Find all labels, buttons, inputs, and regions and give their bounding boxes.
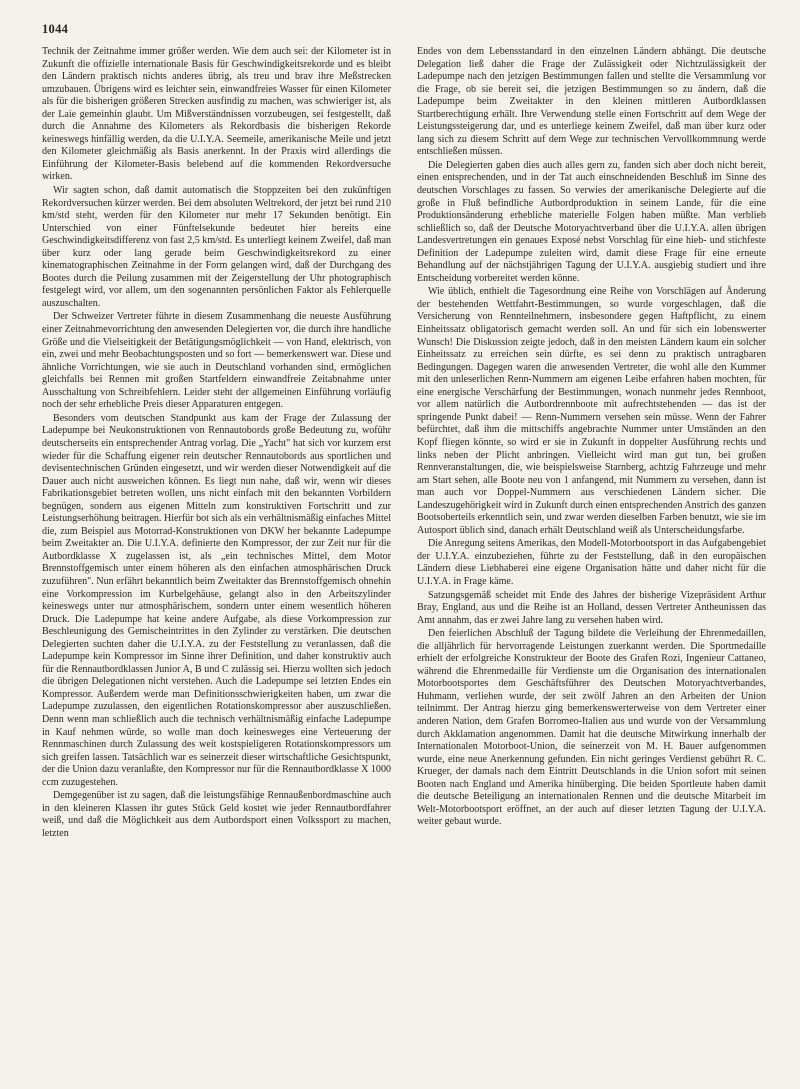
paragraph: Die Anregung seitens Amerikas, den Modell-Motorbootsport in das Aufgabengebiet der U.I.Y.A. einzubeziehen, führte zu der Feststellung, daß in den europäischen Ländern diese Liebhaberei eine eigene Organisation hätte und daher nicht für die U.I.Y.A. in Frage käme. (417, 538, 766, 587)
article-columns (42, 46, 766, 1075)
paragraph: Der Schweizer Vertreter führte in diesem Zusammenhang die neueste Ausführung einer Zeitnahmevorrichtung den anwesenden Delegierten vor, die durch ihre handliche Größe und die Vielseitigkeit der Betätigungsmöglichkeit — von Hand, elektrisch, von ein, zwei und mehr Beobachtungsposten und so fort — bemerkenswert war. Diese und ähnliche Vorrichtungen, wie sie auch in Deutschland vorhanden sind, ermöglichen gleichfalls bei Rennen mit großen Startfeldern einwandfreie Zeitabnahme unter Ausschaltung von Schreibfehlern. Leider steht der allgemeinen Einführung vorläufig noch der sehr erhebliche Preis dieser Apparaturen entgegen. (42, 311, 391, 411)
paragraph: Endes von dem Lebensstandard in den einzelnen Ländern abhängt. Die deutsche Delegation ließ daher die Frage der Zulässigkeit oder Nichtzulässigkeit der Ladepumpe nach den jetzigen Bestimmungen fallen und stellte die Versammlung vor die Frage, ob sie bereit sei, die jetzigen Bestimmungen so zu ändern, daß die Ladepumpe beim Zweitakter in den kleinen mittleren Autbordklassen Startberechtigung erhält. Ihre Verwendung stelle einen Fortschritt auf dem Wege der Leistungssteigerung dar, und es unterliege keinem Zweifel, daß man über kurz oder lang sich zu diesem Schritt auf dem Wege zur technischen Vervollkommnung werde entschließen müssen. (417, 46, 766, 158)
paragraph: Technik der Zeitnahme immer größer werden. Wie dem auch sei: der Kilometer ist in Zukunft die offizielle internationale Basis für Geschwindigkeitsrekorde und es bleibt den Ländern praktisch nichts anderes übrig, als treu und brav ihre Meßstrecken umzubauen. Übrigens wird es leichter sein, einwandfreies Wasser für einen Kilometer als für die bisherigen größeren Strecken ausfindig zu machen, was schwieriger ist, als der Laie gemeinhin glaubt. Um Mißverständnissen vorzubeugen, sei festgestellt, daß durch die Annahme des Kilometers als Rekordbasis die bisherigen Rekorde keineswegs hinfällig werden, da die U.I.Y.A. Seemeile, amerikanische Meile und jetzt den Kilometer gleichmäßig als Basis anerkennt. In der Praxis wird allerdings die Einführung der Kilometer-Basis belebend auf die kommenden Rekordversuche wirken. (42, 46, 391, 183)
paragraph: Den feierlichen Abschluß der Tagung bildete die Verleihung der Ehrenmedaillen, die alljährlich für hervorragende Leistungen zuerkannt werden. Die Sportmedaille erhielt der erfolgreiche Konstrukteur der Boote des Grafen Rozi, Ingenieur Cattaneo, während die Ehrenmedaille für Verdienste um die Organisation des internationalen Motorbootsportes dem Geschäftsführer des Deutschen Motoryachtverbandes, Huhmann, verliehen wurde, der seit zwölf Jahren an den Arbeiten der Union teilnimmt. Der Antrag hierzu ging bemerkenswerterweise von dem Vertreter einer anderen Nation, dem Grafen Borromeo-Italien aus und wurde von der Versammlung durch Akklamation angenommen. Damit hat die deutsche Mitwirkung innerhalb der Internationalen Motorboot-Union, die seinerzeit von M. H. Bauer aufgenommen wurde, eine neue Anerkennung gefunden. Ein nicht geringes Verdienst gebührt R. C. Krueger, der damals nach dem Eintritt Deutschlands in die Union sofort mit seinen Booten nach England und Amerika hinüberging. Die beiden Sportleute haben damit die deutsche Beteiligung an internationalen Rennen und die deutsche Mitarbeit im Welt-Motorbootsport eröffnet, an der auch auf dieser letzten Tagung der U.I.Y.A. weiter gebaut wurde. (417, 628, 766, 828)
paragraph: Wie üblich, enthielt die Tagesordnung eine Reihe von Vorschlägen auf Änderung der bestehenden Wettfahrt-Bestimmungen, so wurde vorgeschlagen, daß die Versicherung von Rennteilnehmern, insbesondere gegen Haftpflicht, zu einem Einheitssatz obligatorisch gemacht werden soll. An und für sich ein lobenswerter Wunsch! Die Diskussion zeigte jedoch, daß in den meisten Ländern kaum ein solcher Einheitssatz zu erreichen sein dürfte, es sei denn zu praktisch untragbaren Bedingungen. Dagegen waren die anwesenden Vertreter, die wohl alle den Kummer mit den unleserlichen Renn-Nummern am eigenen Leibe erfahren haben mochten, für eine energische Verschärfung der Bestimmungen, wonach nunmehr jedes Rennboot, vor allem natürlich die Autbordrennboote mit aufrechtstehenden — das ist der springende Punkt dabei! — Renn-Nummern versehen sein müsse. Wenn der Fahrer befürchtet, daß ihm die mittschiffs angebrachte Nummer unter Umständen an den Kopf fliegen könnte, so wird er sie in Zukunft in doppelter Ausführung rechts und links neben der Plicht anbringen. Vielleicht wird man gut tun, bei großen Rennveranstaltungen, die, wie beispielsweise Starnberg, achtzig Fahrzeuge und mehr am Start sehen, alle Boote neu von 1 anfangend, mit Nummern zu versehen, dann ist man auch vor Doppel-Nummern aus verschiedenen Ländern sicher. Die Landeszugehörigkeit wird in Zukunft durch einen entsprechenden Anstrich des ganzen Bootsoberteils erkenntlich sein, und zwar werden dieselben Farben benutzt, wie sie im Autosport üblich sind, danach erhält Deutschland weiß als Unterscheidungsfarbe. (417, 286, 766, 536)
paragraph: Satzungsgemäß scheidet mit Ende des Jahres der bisherige Vizepräsident Arthur Bray, England, aus und die Reihe ist an Holland, dessen Vertreter Antheunissen das Amt annahm, das er zwei Jahre lang zu versehen haben wird. (417, 589, 766, 626)
paragraph: Demgegenüber ist zu sagen, daß die leistungsfähige Rennaußenbordmaschine auch in den kleineren Klassen ihr gutes Stück Geld kostet wie jeder Rennautbordfahrer weiß, und daß die Möglichkeit aus dem Autbordsport einen Volkssport zu machen, letzten (42, 790, 391, 839)
left-column (42, 46, 391, 1075)
right-column (417, 46, 766, 1075)
page-number: 1044 (42, 22, 69, 36)
paragraph: Die Delegierten gaben dies auch alles gern zu, fanden sich aber doch nicht bereit, einen entsprechenden, und in der Tat auch einschneidenden Beschluß im Sinne des deutschen Vorschlages zu fassen. So verwies der amerikanische Delegierte auf die große in Fluß befindliche Autbordproduktion in seinem Lande, für die eine Produktionsänderung erhebliche materielle Folgen haben müßte. Man verblieb schließlich so, daß der Deutsche Motoryachtverband über die U.I.Y.A. allen übrigen Landesvertretungen ein genaues Exposé nebst Vorschlag für eine hieb- und stichfeste Definition der Ladepumpe zuleiten wird, damit diese Frage für eine erneute Behandlung auf der nächstjährigen Tagung der U.I.Y.A. ausgiebig studiert und ihre Entscheidung vorbereitet werden könne. (417, 159, 766, 284)
paragraph: Wir sagten schon, daß damit automatisch die Stoppzeiten bei den zukünftigen Rekordversuchen kürzer werden. Bei dem absoluten Weltrekord, der jetzt bei rund 210 km/std steht, werden für den Kilometer nur mehr 17 Sekunden benötigt. Ein Unterschied von einer Fünftelsekunde bedeutet hier bereits eine Geschwindigkeitsdifferenz von fast 2,5 km/std. Es unterliegt keinem Zweifel, daß man über kurz oder lang gerade beim Geschwindigkeitsrekord zu einer kinematographischen Zeitnahme in der Form gelangen wird, daß der Durchgang des Bootes durch die Peilung zusammen mit der Zeigerstellung der Uhr photographisch festgelegt wird, vor allem, um den sogenannten persönlichen Faktor als Fehlerquelle auszuschalten. (42, 185, 391, 309)
paragraph: Besonders vom deutschen Standpunkt aus kam der Frage der Zulassung der Ladepumpe bei Neukonstruktionen von Rennautobords große Bedeutung zu, woführ deutscherseits ein entsprechender Antrag vorlag. Die „Yacht" hat sich vor kurzem erst wieder für die Schaffung eigener rein deutscher Rennautobords aus sportlichen und devisentechnischen Gründen eingesetzt, und wir werden dieser Notwendigkeit auf die Dauer auch nicht ausweichen können. Es liegt nun nahe, daß wir, wenn wir dieses Fabrikationsgebiet betreten wollen, uns nicht einfach mit den bekannten Vorbildern begnügen, sondern aus eigenen Mitteln zum konstruktiven Fortschritt und zur Leistungserhöhung beitragen. Hierfür bot sich als ein verhältnismäßig einfaches Mittel die, zum Beispiel aus Motorrad-Konstruktionen von DKW her bekannte Ladepumpe beim Zweitakter an. Die U.I.Y.A. definierte den Kompressor, der zur Zeit nur für die Autbordklasse X zugelassen ist, als „ein technisches Mittel, dem Motor Brennstoffgemisch unter einem höheren als den einfachen atmosphärischen Druck zuzuführen". Nun erfährt bekanntlich beim Zweitakter das Brennstoffgemisch ohnehin eine Vorkompression im Kurbelgehäuse, gelangt also in den Arbeitszylinder keineswegs unter nur atmosphärischem, sondern unter einem wesentlich höheren Druck. Die Ladepumpe hat keine andere Aufgabe, als diese Vorkompression zur Beschleunigung des Gemischeintrittes in den Zylinder zu verstärken. Die deutschen Delegierten suchten daher die U.I.Y.A. zu der Feststellung zu veranlassen, daß die Ladepumpe kein Kompressor im Sinne ihrer Definition, und daher konstruktiv auch für die Rennautbordklassen Junior A, B und C zulässig sei. Hierzu wollten sich jedoch die übrigen Delegationen nicht verstehen. Auch die Ladepumpe sei letzten Endes ein Kompressor. Außerdem werde man Definitionsschwierigkeiten haben, um zwar die Ladepumpe zuzulassen, den eigentlichen Rotationskompressor aber auszuschließen. Denn wenn man schließlich auch die technisch verhältnismäßig einfache Ladepumpe in Kauf nehmen würde, so wolle man doch keinesweges eine Verteuerung der Rennmaschinen durch Zulassung des weit kostspieligeren Rotationskompressors um sich greifen lassen. Tatsächlich war es seinerzeit dieser wirtschaftliche Gesichtspunkt, der die Union dazu veranlaßte, den Kompressor nur für die Rennautbordklasse X 1000 ccm zuzugestehen. (42, 412, 391, 788)
